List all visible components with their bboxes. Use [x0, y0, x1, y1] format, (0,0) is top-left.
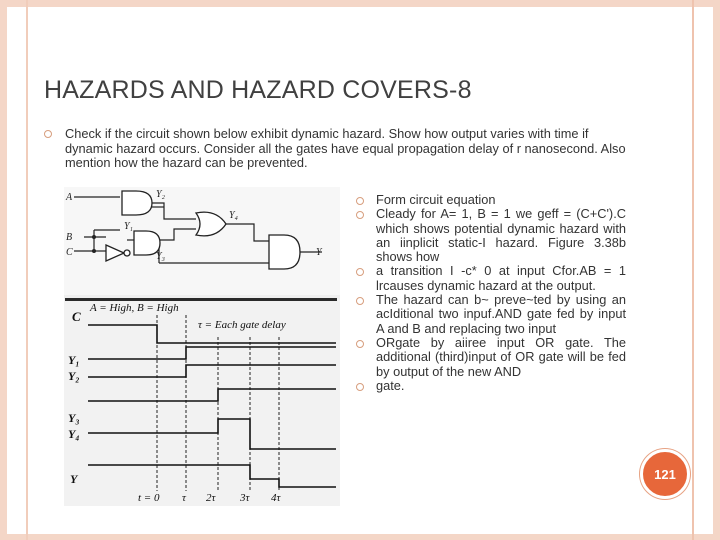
list-item: [356, 379, 626, 393]
bullet-circle-icon: [356, 211, 364, 219]
signal-label-y4: Y₄: [68, 427, 80, 441]
label-a: A: [66, 192, 73, 203]
signal-label-y3: Y₃: [68, 411, 80, 425]
label-y4-circuit: Y₄: [229, 210, 239, 221]
page-number: 121: [654, 466, 676, 482]
bullet-text: Form circuit equation: [376, 192, 496, 207]
label-y1-circuit: Y₁: [124, 221, 134, 232]
label-y3-circuit: Y₃: [156, 251, 166, 262]
list-item: [356, 207, 626, 264]
bullet-text: The hazard can b~ preve~ted by using an acIditional two inpuf.AND gate fed by input A and B and replacing two input: [376, 292, 626, 336]
bullet-text: a transition I -c* 0 at input Cfor.AB = 1 lrcauses dynamic hazard at the output.: [376, 263, 626, 293]
and-gate-y: [269, 235, 300, 269]
bullet-list: [356, 193, 626, 393]
list-item: [356, 293, 626, 336]
and-gate-y2: [122, 191, 152, 215]
bullet-circle-icon: [356, 197, 364, 205]
intro-bullet: [44, 127, 634, 171]
list-item: [356, 193, 626, 207]
signal-label-y1: Y₁: [68, 353, 80, 367]
bullet-text: gate.: [376, 377, 405, 393]
bullet-circle-icon: [356, 383, 364, 391]
timing-tau-note: τ = Each gate delay: [198, 319, 286, 331]
figure-svg: [64, 187, 340, 506]
label-y2-circuit: Y₂: [156, 189, 166, 200]
frame-right: [713, 0, 720, 540]
signal-label-y2: Y₂: [68, 369, 80, 383]
bullet-circle-icon: [44, 130, 52, 138]
signal-label-y: Y: [70, 472, 78, 486]
timing-condition: A = High, B = High: [90, 302, 179, 314]
decorative-rule-left: [26, 0, 28, 540]
list-item: [356, 264, 626, 293]
signal-label-c: C: [72, 309, 81, 324]
bullet-text: Cleady for A= 1, B = 1 we geff = (C+C').C which shows potential dynamic hazard with an iinplicit static-I hazard. Figure 3.38b shows how: [376, 206, 626, 265]
time-mark-0: t = 0: [138, 492, 160, 504]
not-bubble: [124, 250, 130, 256]
bullet-circle-icon: [356, 268, 364, 276]
junction-dot-c: [92, 249, 96, 253]
decorative-rule-right: [692, 0, 694, 540]
bullet-text: ORgate by aiiree input OR gate. The additional (third)input of OR gate will be fed by output of the new AND: [376, 334, 626, 379]
time-mark-1: τ: [182, 492, 186, 504]
circuit-timing-figure: [64, 187, 340, 506]
panel-divider: [65, 298, 337, 301]
junction-dot: [92, 235, 96, 239]
label-c: C: [66, 247, 73, 258]
page-number-badge: [640, 449, 690, 499]
label-b: B: [66, 232, 73, 243]
frame-left: [0, 0, 7, 540]
bullet-circle-icon: [356, 340, 364, 348]
label-y-circuit: Y: [316, 247, 322, 258]
frame-top: [0, 0, 720, 7]
time-mark-3: 3τ: [240, 492, 250, 504]
bullet-circle-icon: [356, 297, 364, 305]
frame-bottom: [0, 534, 720, 540]
time-mark-4: 4τ: [271, 492, 281, 504]
intro-text: Check if the circuit shown below exhibit dynamic hazard. Show how output varies with time if dynamic hazard occurs. Consider all the gates have equal propagation delay of r nanosecond. Also mention how the hazard can be prevented.: [65, 126, 626, 171]
circuit-panel: [64, 187, 340, 295]
list-item: [356, 336, 626, 379]
slide-title: HAZARDS AND HAZARD COVERS-8: [44, 76, 472, 104]
time-mark-2: 2τ: [206, 492, 216, 504]
